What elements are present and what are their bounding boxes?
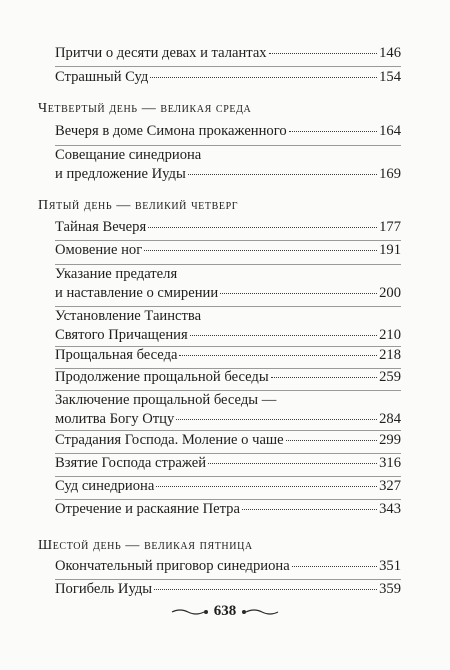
toc-page-number: 359 xyxy=(379,581,401,597)
leader-dots xyxy=(220,293,377,294)
leader-dots xyxy=(292,566,377,567)
toc-entry[interactable] xyxy=(55,307,401,345)
section-heading: Шестой день — великая пятница xyxy=(38,538,253,553)
toc-entry-title: Страшный Суд xyxy=(55,69,149,85)
leader-dots xyxy=(148,227,377,228)
toc-page-number: 351 xyxy=(379,558,401,574)
page-number: 638 xyxy=(213,603,237,619)
toc-page-number: 164 xyxy=(379,123,401,139)
section-heading: Пятый день — великий четверг xyxy=(38,198,239,213)
toc-page-number: 284 xyxy=(379,411,401,427)
toc-page-number: 191 xyxy=(379,242,401,258)
toc-entry-title: и наставление о смирении xyxy=(55,285,219,301)
toc-entry[interactable] xyxy=(55,265,401,303)
toc-page-number: 327 xyxy=(379,478,401,494)
toc-entry[interactable] xyxy=(55,44,401,63)
leader-dots xyxy=(156,486,377,487)
leader-dots xyxy=(271,377,377,378)
toc-page-number: 154 xyxy=(379,69,401,85)
toc-entry-title: Святого Причащения xyxy=(55,327,188,343)
entry-divider xyxy=(55,66,401,67)
toc-page-number: 200 xyxy=(379,285,401,301)
leader-dots xyxy=(286,440,377,441)
toc-entry-first-line: Указание предателя xyxy=(55,266,178,282)
toc-entry[interactable] xyxy=(55,557,401,576)
page-footer xyxy=(0,603,450,620)
toc-entry[interactable] xyxy=(55,454,401,473)
toc-page-number: 299 xyxy=(379,432,401,448)
toc-page-number: 343 xyxy=(379,501,401,517)
toc-entry[interactable] xyxy=(55,368,401,387)
toc-entry-title: Прощальная беседа xyxy=(55,347,178,363)
toc-entry[interactable] xyxy=(55,500,401,519)
section-heading: Четвертый день — великая среда xyxy=(38,101,252,116)
toc-page-number: 146 xyxy=(379,45,401,61)
toc-entry-title: Суд синедриона xyxy=(55,478,155,494)
toc-entry-title: Взятие Господа стражей xyxy=(55,455,207,471)
toc-entry[interactable] xyxy=(55,241,401,260)
toc-entry-first-line: Установление Таинства xyxy=(55,308,202,324)
toc-entry[interactable] xyxy=(55,477,401,496)
toc-page-number: 259 xyxy=(379,369,401,385)
ornament-left-icon xyxy=(170,607,210,617)
toc-entry-title: Омовение ног xyxy=(55,242,143,258)
leader-dots xyxy=(150,77,377,78)
leader-dots xyxy=(179,355,377,356)
toc-page-number: 218 xyxy=(379,347,401,363)
toc-entry[interactable] xyxy=(55,218,401,237)
leader-dots xyxy=(190,335,377,336)
toc-entry-title: и предложение Иуды xyxy=(55,166,186,182)
toc-entry[interactable] xyxy=(55,391,401,429)
toc-entry-title: Окончательный приговор синедриона xyxy=(55,558,290,574)
toc-entry-title: молитва Богу Отцу xyxy=(55,411,175,427)
toc-entry-first-line: Заключение прощальной беседы — xyxy=(55,392,277,408)
toc-page-number: 316 xyxy=(379,455,401,471)
ornament-right-icon xyxy=(240,607,280,617)
leader-dots xyxy=(208,463,377,464)
toc-entry-title: Страдания Господа. Моление о чаше xyxy=(55,432,284,448)
leader-dots xyxy=(154,589,377,590)
toc-entry-title: Отречение и раскаяние Петра xyxy=(55,501,240,517)
toc-entry-first-line: Совещание синедриона xyxy=(55,147,202,163)
toc-entry[interactable] xyxy=(55,146,401,184)
leader-dots xyxy=(176,419,377,420)
toc-entry[interactable] xyxy=(55,68,401,87)
toc-entry-title: Погибель Иуды xyxy=(55,581,153,597)
leader-dots xyxy=(144,250,377,251)
toc-entry[interactable] xyxy=(55,431,401,450)
leader-dots xyxy=(269,53,378,54)
toc-entry[interactable] xyxy=(55,346,401,365)
toc-page-number: 169 xyxy=(379,166,401,182)
leader-dots xyxy=(289,131,377,132)
leader-dots xyxy=(188,174,377,175)
toc-entry-title: Притчи о десяти девах и талантах xyxy=(55,45,267,61)
toc-entry-title: Продолжение прощальной беседы xyxy=(55,369,269,385)
toc-entry-title: Вечеря в доме Симона прокаженного xyxy=(55,123,287,139)
leader-dots xyxy=(242,509,377,510)
toc-page-number: 210 xyxy=(379,327,401,343)
toc-entry-title: Тайная Вечеря xyxy=(55,219,147,235)
toc-entry[interactable] xyxy=(55,122,401,141)
toc-page-number: 177 xyxy=(379,219,401,235)
toc-entry[interactable] xyxy=(55,580,401,599)
